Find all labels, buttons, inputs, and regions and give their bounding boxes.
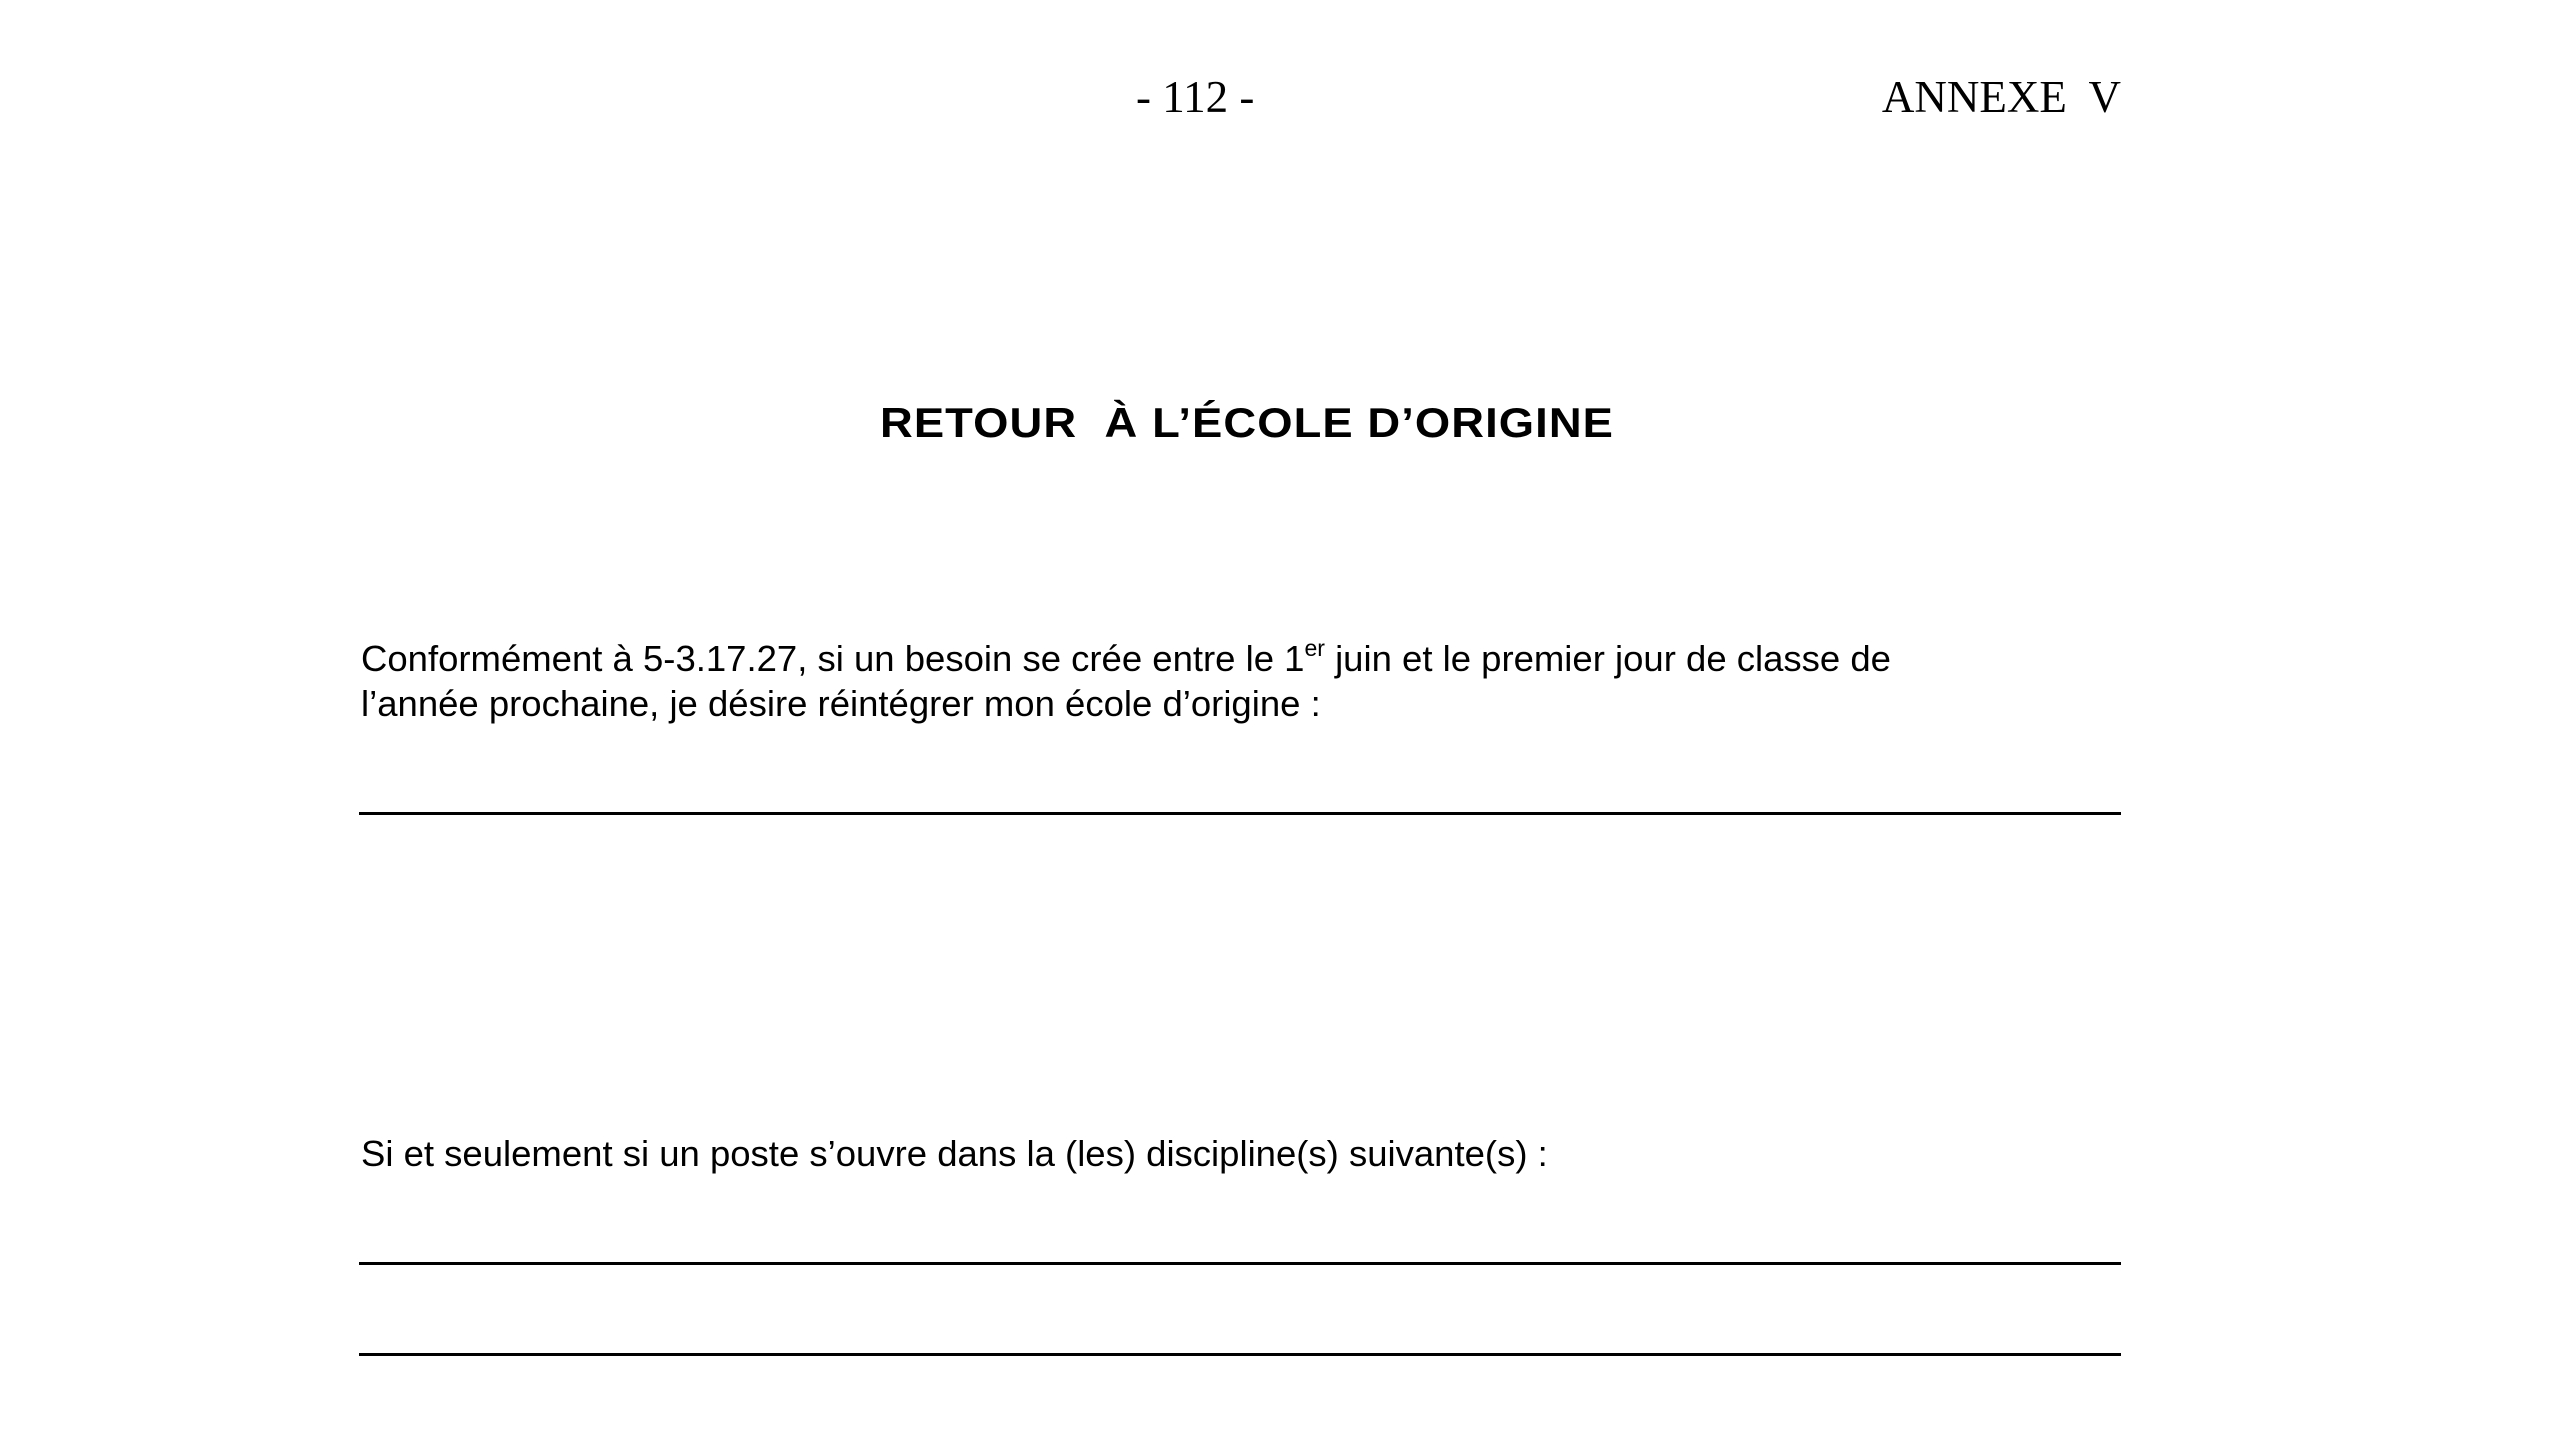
annex-label: ANNEXE V bbox=[1881, 72, 2121, 122]
school-of-origin-fill-line[interactable] bbox=[359, 812, 2121, 815]
document-title: RETOUR À L’ÉCOLE D’ORIGINE bbox=[880, 399, 1614, 446]
intro-paragraph-line-2: l’année prochaine, je désire réintégrer mon école d’origine : bbox=[361, 683, 1321, 724]
discipline-fill-line-2[interactable] bbox=[359, 1353, 2121, 1356]
discipline-paragraph bbox=[361, 1131, 2141, 1176]
discipline-paragraph-line-1: Si et seulement si un poste s’ouvre dans la (les) discipline(s) suivante(s) : bbox=[361, 1133, 1548, 1174]
ordinal-suffix: er bbox=[1304, 634, 1325, 661]
intro-paragraph bbox=[361, 636, 2141, 726]
intro-text-after-ordinal: juin et le premier jour de classe de bbox=[1324, 638, 1891, 679]
intro-paragraph-line-1 bbox=[361, 636, 2141, 681]
intro-text-before-ordinal: Conformément à 5-3.17.27, si un besoin se crée entre le 1 bbox=[361, 638, 1305, 679]
discipline-fill-line-1[interactable] bbox=[359, 1262, 2121, 1265]
page-number: - 112 - bbox=[1136, 72, 1255, 122]
